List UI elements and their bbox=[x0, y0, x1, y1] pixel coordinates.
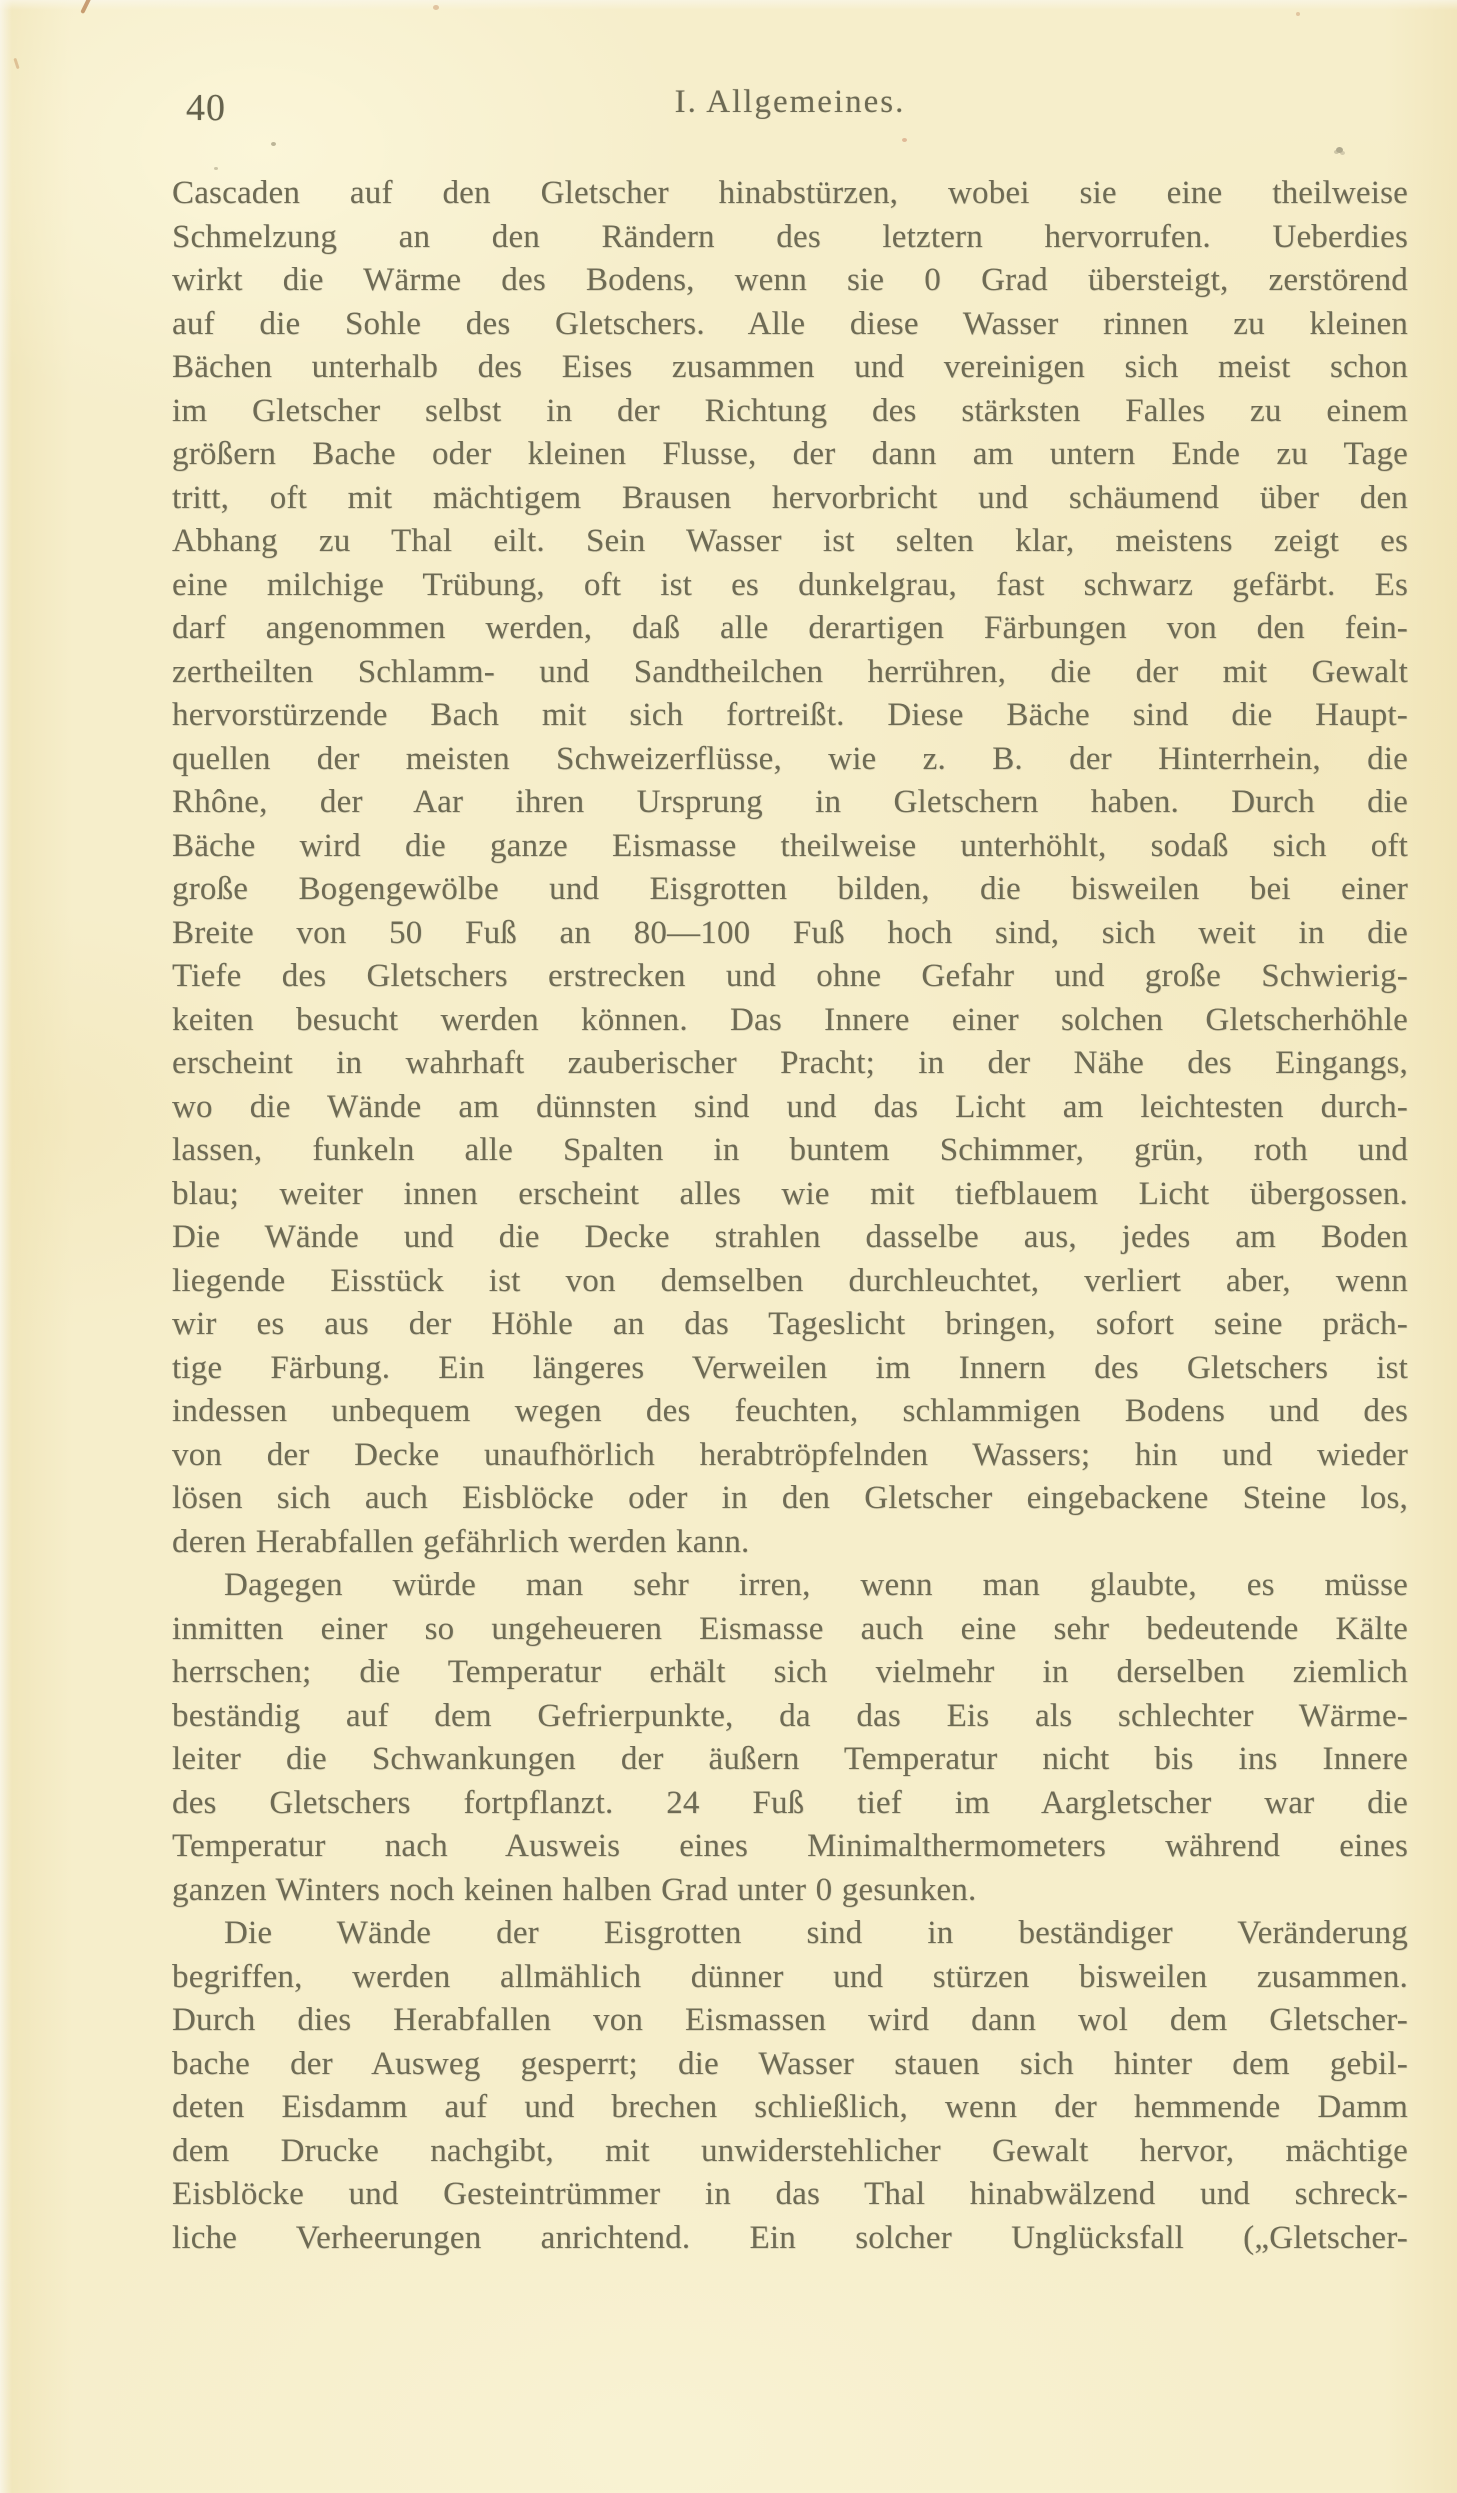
text-line: Temperatur nach Ausweis eines Minimalthermometers während eines bbox=[172, 1828, 1408, 1864]
text-line: lassen, funkeln alle Spalten in buntem Schimmer, grün, roth und bbox=[172, 1132, 1408, 1168]
text-line: Breite von 50 Fuß an 80—100 Fuß hoch sind, sich weit in die bbox=[172, 914, 1408, 951]
text-line: größern Bache oder kleinen Flusse, der dann am untern Ende zu Tage bbox=[172, 436, 1408, 472]
text-line: wirkt die Wärme des Bodens, wenn sie 0 Grad übersteigt, zerstörend bbox=[172, 262, 1408, 298]
text-line: leiter die Schwankungen der äußern Temperatur nicht bis ins Innere bbox=[172, 1741, 1408, 1777]
scan-edge-left bbox=[0, 0, 12, 2493]
text-line: tritt, oft mit mächtigem Brausen hervorbricht und schäumend über den bbox=[172, 479, 1408, 516]
paper-speck bbox=[1336, 147, 1343, 153]
text-line: Rhône, der Aar ihren Ursprung in Gletschern haben. Durch die bbox=[172, 784, 1408, 820]
text-line: wo die Wände am dünnsten sind und das Licht am leichtesten durch- bbox=[172, 1088, 1408, 1125]
text-line: erscheint in wahrhaft zauberischer Pracht; in der Nähe des Eingangs, bbox=[172, 1045, 1408, 1081]
text-line: Dagegen würde man sehr irren, wenn man glaubte, es müsse bbox=[224, 1567, 1408, 1603]
text-line: Bäche wird die ganze Eismasse theilweise unterhöhlt, sodaß sich oft bbox=[172, 827, 1408, 864]
text-line: keiten besucht werden können. Das Innere einer solchen Gletscherhöhle bbox=[172, 1001, 1408, 1038]
paper-speck bbox=[214, 167, 218, 170]
text-line: Schmelzung an den Rändern des letztern hervorrufen. Ueberdies bbox=[172, 218, 1408, 255]
text-line: Abhang zu Thal eilt. Sein Wasser ist selten klar, meistens zeigt es bbox=[172, 523, 1408, 559]
scan-edge-top bbox=[0, 0, 1457, 10]
running-head bbox=[172, 84, 1408, 130]
text-line: tige Färbung. Ein längeres Verweilen im Innern des Gletschers ist bbox=[172, 1349, 1408, 1386]
text-line: herrschen; die Temperatur erhält sich vielmehr in derselben ziemlich bbox=[172, 1654, 1408, 1690]
text-line: von der Decke unaufhörlich herabtröpfelnden Wassers; hin und wieder bbox=[172, 1436, 1408, 1473]
text-line: inmitten einer so ungeheueren Eismasse auch eine sehr bedeutende Kälte bbox=[172, 1610, 1408, 1647]
text-line: dem Drucke nachgibt, mit unwiderstehlicher Gewalt hervor, mächtige bbox=[172, 2132, 1408, 2169]
paper-speck bbox=[433, 5, 439, 10]
text-line: ganzen Winters noch keinen halben Grad unter 0 gesunken. bbox=[172, 1871, 977, 1908]
text-line: Die Wände der Eisgrotten sind in beständiger Veränderung bbox=[224, 1915, 1408, 1951]
page-number: 40 bbox=[186, 87, 226, 129]
text-line: Cascaden auf den Gletscher hinabstürzen, wobei sie eine theilweise bbox=[172, 175, 1408, 211]
text-line: Die Wände und die Decke strahlen dasselbe aus, jedes am Boden bbox=[172, 1219, 1408, 1255]
text-line: im Gletscher selbst in der Richtung des stärksten Falles zu einem bbox=[172, 392, 1408, 429]
text-line: auf die Sohle des Gletschers. Alle diese Wasser rinnen zu kleinen bbox=[172, 305, 1408, 342]
text-line: darf angenommen werden, daß alle derartigen Färbungen von den fein- bbox=[172, 610, 1408, 646]
paper-speck bbox=[13, 58, 19, 69]
chapter-header: I. Allgemeines. bbox=[674, 84, 906, 120]
text-line: eine milchige Trübung, oft ist es dunkelgrau, fast schwarz gefärbt. Es bbox=[172, 566, 1408, 603]
text-line: wir es aus der Höhle an das Tageslicht bringen, sofort seine präch- bbox=[172, 1306, 1408, 1342]
text-line: zertheilten Schlamm- und Sandtheilchen herrühren, die der mit Gewalt bbox=[172, 653, 1408, 690]
text-line: beständig auf dem Gefrierpunkte, da das Eis als schlechter Wärme- bbox=[172, 1697, 1408, 1734]
text-line: deten Eisdamm auf und brechen schließlich, wenn der hemmende Damm bbox=[172, 2089, 1408, 2125]
body-text bbox=[172, 172, 1408, 2260]
paper-speck bbox=[902, 138, 907, 142]
text-line: bache der Ausweg gesperrt; die Wasser stauen sich hinter dem gebil- bbox=[172, 2045, 1408, 2082]
text-line: liche Verheerungen anrichtend. Ein solcher Unglücksfall („Gletscher- bbox=[172, 2219, 1408, 2256]
text-line: deren Herabfallen gefährlich werden kann. bbox=[172, 1523, 750, 1560]
text-line: Eisblöcke und Gesteintrümmer in das Thal hinabwälzend und schreck- bbox=[172, 2176, 1408, 2212]
text-line: Durch dies Herabfallen von Eismassen wird dann wol dem Gletscher- bbox=[172, 2002, 1408, 2038]
text-line: des Gletschers fortpflanzt. 24 Fuß tief im Aargletscher war die bbox=[172, 1784, 1408, 1821]
text-line: hervorstürzende Bach mit sich fortreißt. Diese Bäche sind die Haupt- bbox=[172, 697, 1408, 733]
text-line: große Bogengewölbe und Eisgrotten bilden, die bisweilen bei einer bbox=[172, 871, 1408, 907]
text-line: quellen der meisten Schweizerflüsse, wie z. B. der Hinterrhein, die bbox=[172, 740, 1408, 777]
text-line: Bächen unterhalb des Eises zusammen und vereinigen sich meist schon bbox=[172, 349, 1408, 385]
text-line: begriffen, werden allmählich dünner und stürzen bisweilen zusammen. bbox=[172, 1958, 1408, 1995]
text-line: liegende Eisstück ist von demselben durchleuchtet, verliert aber, wenn bbox=[172, 1262, 1408, 1299]
text-line: indessen unbequem wegen des feuchten, schlammigen Bodens und des bbox=[172, 1393, 1408, 1429]
paper-speck bbox=[1296, 12, 1300, 16]
text-line: blau; weiter innen erscheint alles wie mit tiefblauem Licht übergossen. bbox=[172, 1175, 1408, 1212]
text-line: lösen sich auch Eisblöcke oder in den Gletscher eingebackene Steine los, bbox=[172, 1480, 1408, 1516]
text-line: Tiefe des Gletschers erstrecken und ohne Gefahr und große Schwierig- bbox=[172, 958, 1408, 994]
paper-speck bbox=[271, 142, 276, 146]
